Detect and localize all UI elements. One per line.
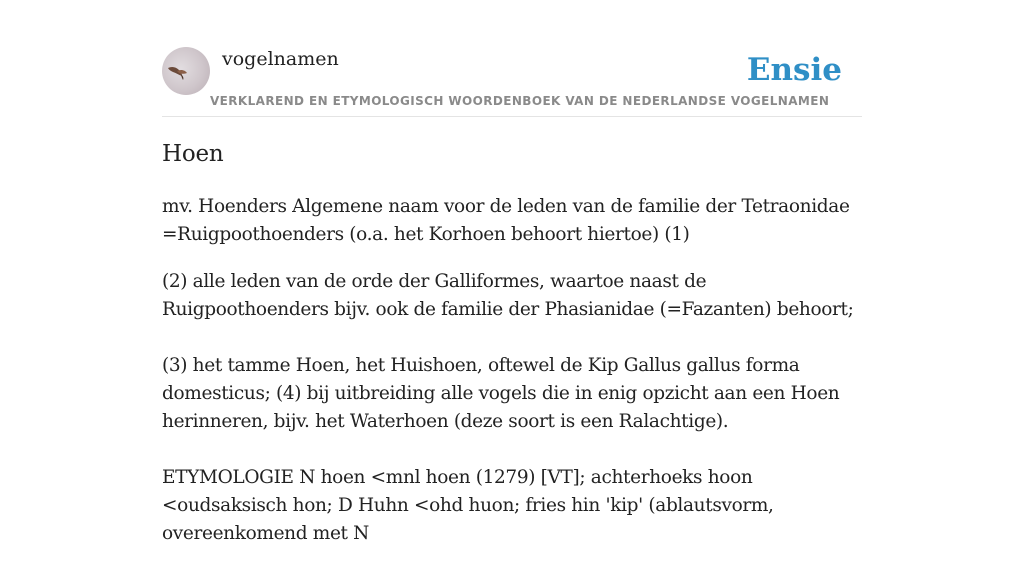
entry-paragraph: (2) alle leden van de orde der Galliformes, waartoe naast de Ruigpoothoenders bijv. ook de familie der Phasianidae (=Fazanten) behoort; bbox=[162, 271, 854, 320]
entry-content bbox=[162, 138, 862, 567]
entry-etymology: ETYMOLOGIE N hoen <mnl hoen (1279) [VT]; achterhoeks hoon <oudsaksisch hon; D Huhn <ohd huon; fries hin 'kip' (ablautsvorm, overeenkomend met N bbox=[162, 467, 774, 544]
entry-paragraph: (3) het tamme Hoen, het Huishoen, oftewel de Kip Gallus gallus forma domesticus; (4) bij uitbreiding alle vogels die in enig opzicht aan een Hoen herinneren, bijv. het Waterhoen (deze soort is een Ralachtige). bbox=[162, 355, 840, 432]
entry-title: Hoen bbox=[162, 141, 224, 167]
bird-avatar-icon bbox=[162, 47, 210, 95]
ensie-logo-link[interactable]: Ensie bbox=[746, 52, 842, 88]
site-name[interactable]: vogelnamen bbox=[222, 48, 339, 70]
avatar[interactable] bbox=[162, 47, 210, 95]
entry-paragraph: mv. Hoenders Algemene naam voor de leden van de familie der Tetraonidae =Ruigpoothoenders (o.a. het Korhoen behoort hiertoe) (1) bbox=[162, 196, 850, 245]
site-header bbox=[162, 46, 862, 117]
site-tagline: VERKLAREND EN ETYMOLOGISCH WOORDENBOEK VAN DE NEDERLANDSE VOGELNAMEN bbox=[210, 94, 830, 108]
